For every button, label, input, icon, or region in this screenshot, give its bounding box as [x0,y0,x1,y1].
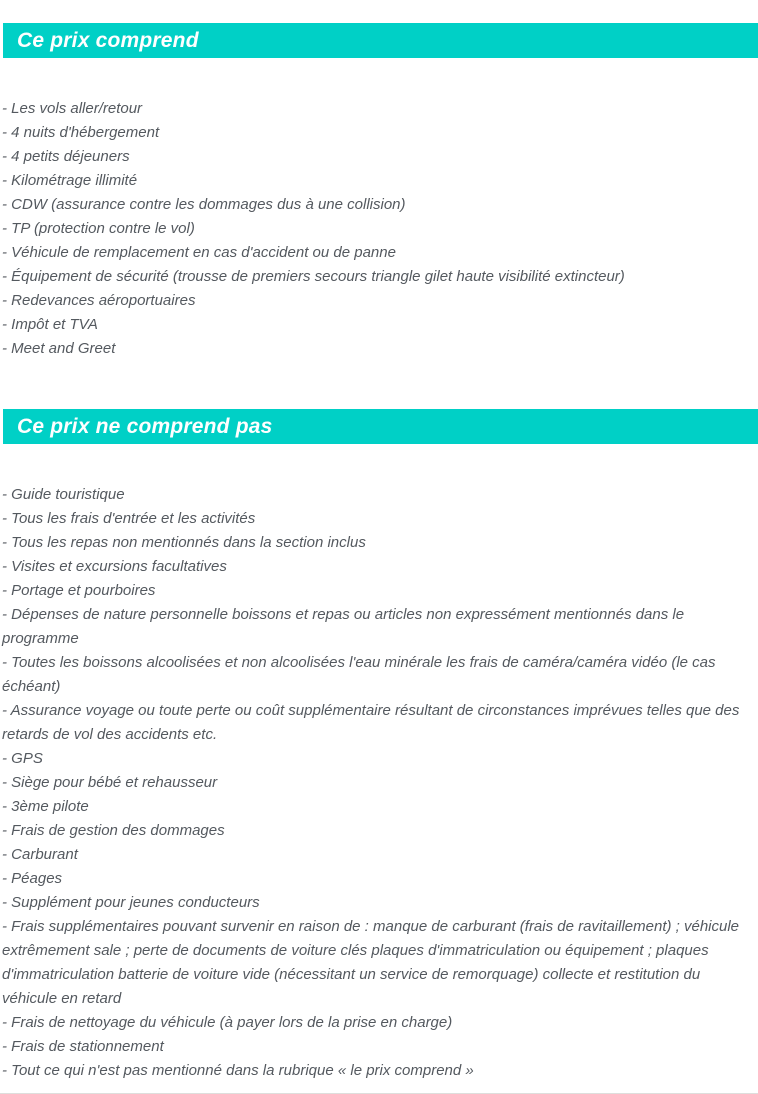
list-item: - Frais supplémentaires pouvant survenir en raison de : manque de carburant (frais de ravitaillement) ; véhicule extrêmement sale ; perte de documents de voiture clés plaques d'immatriculation ou équipement ; plaques d'immatriculation batterie de voiture vide (nécessitant un service de remorquage) collecte et restitution du véhicule en retard [2,918,740,1007]
list-item: - Tous les frais d'entrée et les activités [2,510,256,527]
price-included-list [0,79,758,361]
list-item: - Impôt et TVA [2,316,98,333]
price-excluded-list [0,465,758,1093]
section-heading-price-excluded: Ce prix ne comprend pas [3,409,758,444]
list-item: - Dépenses de nature personnelle boissons et repas ou articles non expressément mentionnés dans le programme [2,606,685,647]
list-item: - Frais de nettoyage du véhicule (à payer lors de la prise en charge) [2,1014,453,1031]
list-item: - Péages [2,870,63,887]
list-item: - Kilométrage illimité [2,172,138,189]
list-item: - Visites et excursions facultatives [2,558,227,575]
section-price-excluded [0,409,758,1093]
list-item: - 4 nuits d'hébergement [2,124,160,141]
list-item: - 4 petits déjeuners [2,148,130,165]
list-item: - Carburant [2,846,78,863]
list-item: - Toutes les boissons alcoolisées et non alcoolisées l'eau minérale les frais de caméra/caméra vidéo (le cas échéant) [2,654,716,695]
list-item: - Frais de gestion des dommages [2,822,225,839]
list-item: - Supplément pour jeunes conducteurs [2,894,260,911]
list-item: - Véhicule de remplacement en cas d'accident ou de panne [2,244,396,261]
list-item: - Redevances aéroportuaires [2,292,196,309]
list-item: - Siège pour bébé et rehausseur [2,774,218,791]
list-item: - Meet and Greet [2,340,116,357]
list-item: - Les vols aller/retour [2,100,143,117]
list-item: - CDW (assurance contre les dommages dus à une collision) [2,196,406,213]
list-item: - Équipement de sécurité (trousse de premiers secours triangle gilet haute visibilité extincteur) [2,268,625,285]
list-item: - Tous les repas non mentionnés dans la section inclus [2,534,366,551]
section-price-included [0,23,758,361]
list-item: - Portage et pourboires [2,582,156,599]
list-item: - TP (protection contre le vol) [2,220,195,237]
list-item: - GPS [2,750,43,767]
list-item: - Assurance voyage ou toute perte ou coût supplémentaire résultant de circonstances imprévues telles que des retards de vol des accidents etc. [2,702,740,743]
list-item: - Tout ce qui n'est pas mentionné dans la rubrique « le prix comprend » [2,1062,474,1079]
list-item: - Frais de stationnement [2,1038,164,1055]
list-item: - 3ème pilote [2,798,89,815]
list-item: - Guide touristique [2,486,125,503]
section-heading-price-included: Ce prix comprend [3,23,758,58]
